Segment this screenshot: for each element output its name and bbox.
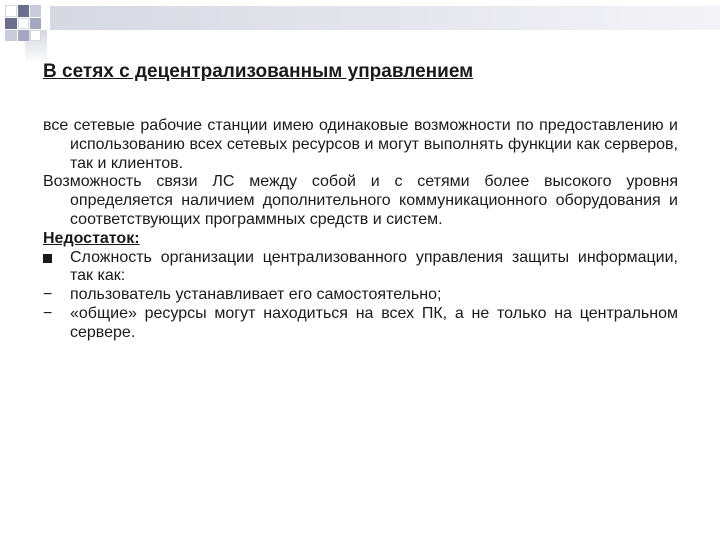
dash-marker: −: [43, 304, 53, 322]
deco-square: [18, 30, 29, 41]
dash-item-text: пользователь устанавливает его самостоятельно;: [70, 286, 442, 304]
deco-square: [18, 5, 29, 17]
bullet-item: [43, 249, 678, 287]
paragraph: все сетевые рабочие станции имею одинаковые возможности по предоставлению и использованию всех сетевых ресурсов и могут выполнять функции как серверов, так и клиентов.: [43, 117, 678, 172]
dash-item: [43, 305, 678, 343]
dash-item-text: «общие» ресурсы могут находиться на всех ПК, а не только на центральном сервере.: [70, 304, 678, 341]
square-bullet-icon: [43, 254, 52, 263]
deco-square: [5, 5, 17, 17]
deco-square: [18, 18, 29, 29]
slide-title: В сетях с децентрализованным управлением: [43, 61, 474, 82]
paragraph: Возможность связи ЛС между собой и с сетями более высокого уровня определяется наличием дополнительного коммуникационного оборудования и соответствующих программных средств и систем.: [43, 173, 678, 228]
header-band: [50, 6, 720, 30]
deco-square: [5, 30, 17, 41]
dash-marker: −: [43, 286, 53, 304]
dash-item: [43, 286, 678, 305]
deco-square: [5, 18, 17, 29]
deco-square: [30, 18, 41, 29]
slide-body: [43, 117, 678, 343]
drawback-heading: Недостаток:: [43, 229, 140, 247]
deco-square: [30, 30, 41, 41]
bullet-text: Сложность организации централизованного управления защиты информации, так как:: [70, 248, 678, 285]
deco-square: [30, 5, 41, 17]
